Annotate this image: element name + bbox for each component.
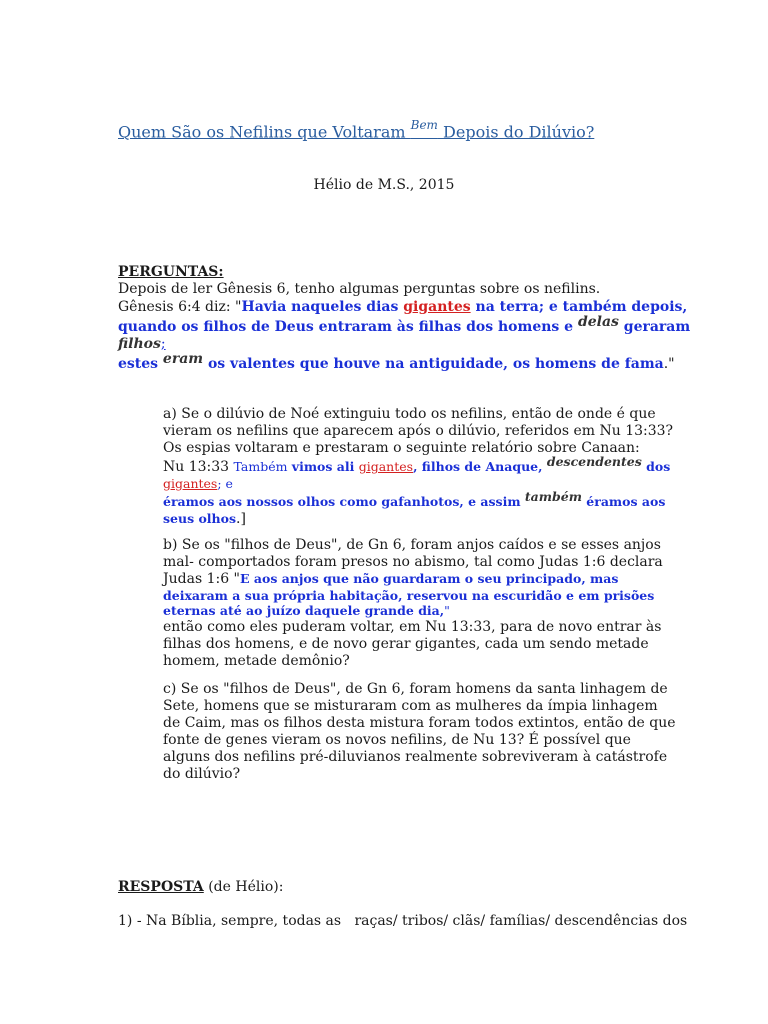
jude-verse-line-1: Judas 1:6 "E aos anjos que não guardaram o seu principado, mas [163,571,619,587]
jude-verse-line-2: deixaram a sua própria habitação, reservou na escuridão e em prisões [163,588,655,603]
question-c [163,681,753,783]
question-c-line: fonte de genes vieram os novos nefilins, de Nu 13? É possível que [163,732,631,748]
question-b-line: então como eles puderam voltar, em Nu 13:33, para de novo entrar às [163,619,662,635]
question-c-line: Sete, homens que se misturaram com as mulheres da ímpia linhagem [163,698,658,714]
genesis-verse-line-3: filhos; [118,336,166,352]
genesis-verse-line-4: estes eram os valentes que houve na antiguidade, os homens de fama." [118,351,675,372]
answer-heading-line [118,879,748,896]
question-b-line: filhas dos homens, e de novo gerar gigantes, cada um sendo metade [163,636,649,652]
questions-intro [118,264,748,373]
question-c-line: c) Se os "filhos de Deus", de Gn 6, foram homens da santa linhagem de [163,681,668,697]
question-a-line: vieram os nefilins que aparecem após o dilúvio, referidos em Nu 13:33? [163,423,674,439]
answer-heading: RESPOSTA [118,879,204,895]
jude-verse-line-3: eternas até ao juízo daquele grande dia," [163,603,450,618]
questions-heading: PERGUNTAS: [118,264,224,280]
genesis-verse-line-1: Gênesis 6:4 diz: "Havia naqueles dias gigantes na terra; e também depois, [118,299,688,315]
author-line: Hélio de M.S., 2015 [313,177,455,193]
question-a [163,406,753,527]
answer-item-1: 1) - Na Bíblia, sempre, todas as raças/ tribos/ clãs/ famílias/ descendências dos [118,913,688,929]
question-a-line: Os espias voltaram e prestaram o seguinte relatório sobre Canaan: [163,440,640,456]
numbers-verse-line-3: éramos aos nossos olhos como gafanhotos, e assim também éramos aos [163,489,666,509]
title-superscript: Bem [410,118,438,132]
genesis-verse-line-2: quando os filhos de Deus entraram às filhas dos homens e delas geraram [118,314,691,335]
answer-author: (de Hélio): [203,879,284,895]
questions-intro-text: Depois de ler Gênesis 6, tenho algumas perguntas sobre os nefilins. [118,281,601,297]
question-c-line: de Caim, mas os filhos desta mistura foram todos extintos, então de que [163,715,676,731]
title-text-end: Depois do Dilúvio? [437,122,595,142]
question-a-line: a) Se o dilúvio de Noé extinguiu todo os nefilins, então de onde é que [163,406,656,422]
question-b-line: homem, metade demônio? [163,653,350,669]
question-b-line: b) Se os "filhos de Deus", de Gn 6, foram anjos caídos e se esses anjos [163,537,661,553]
page-title [118,120,738,141]
question-b [163,537,753,670]
numbers-verse-line-1: Nu 13:33 Também vimos ali gigantes, filhos de Anaque, descendentes dos [163,454,671,475]
question-b-line: mal- comportados foram presos no abismo, tal como Judas 1:6 declara [163,554,663,570]
title-text-start: Quem São os Nefilins que Voltaram [118,122,411,142]
numbers-verse-line-4: seus olhos.] [163,511,246,527]
question-c-line: do dilúvio? [163,766,241,782]
numbers-verse-line-2: gigantes; e [163,476,233,491]
question-c-line: alguns dos nefilins pré-diluvianos realmente sobreviveram à catástrofe [163,749,668,765]
